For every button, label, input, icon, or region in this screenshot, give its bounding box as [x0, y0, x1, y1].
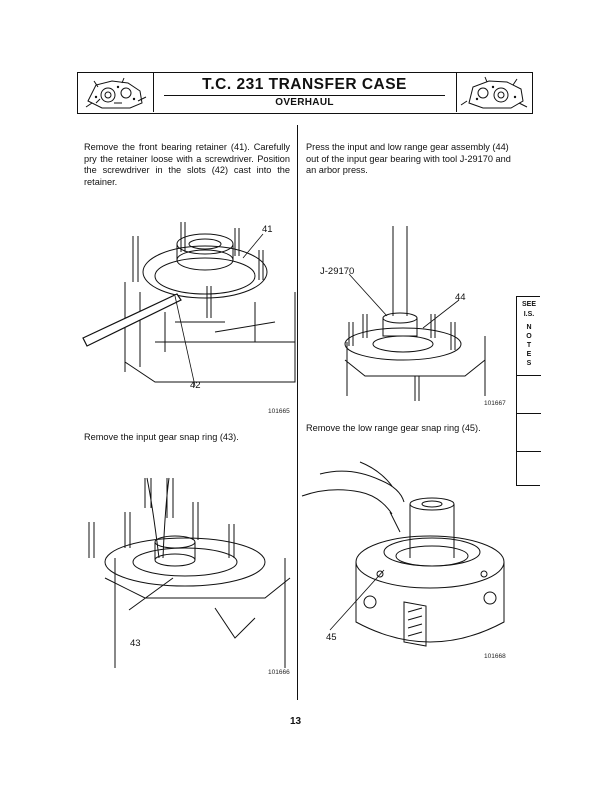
tab-notes-letter: N [526, 324, 532, 331]
figure-front-bearing-retainer [95, 222, 295, 422]
figure-number: 101667 [484, 400, 506, 407]
tab-is-label: I.S. [523, 311, 535, 318]
page-header [77, 72, 533, 114]
figure-input-gear-snap-ring [85, 478, 290, 668]
transfer-case-icon-left [78, 73, 154, 112]
tab-see-label: SEE [521, 301, 536, 308]
page-number: 13 [290, 716, 302, 727]
tab-divider [517, 375, 541, 376]
callout-41: 41 [262, 224, 273, 235]
right-paragraph-1: Press the input and low range gear assembly (44) out of the input gear bearing with tool J-29170 and an arbor press. [306, 142, 511, 176]
header-right-illustration [456, 73, 532, 112]
tab-notes-letter: T [526, 342, 532, 349]
header-left-illustration [78, 73, 154, 112]
callout-j29170: J-29170 [320, 266, 355, 277]
figure-press-input-gear [335, 226, 495, 401]
page-title: T.C. 231 TRANSFER CASE [202, 76, 407, 93]
figure-low-range-snap-ring [300, 462, 505, 652]
left-paragraph-2: Remove the input gear snap ring (43). [84, 432, 239, 442]
tab-notes-letter: O [526, 333, 532, 340]
page-subtitle: OVERHAUL [275, 97, 334, 108]
left-paragraph-1: Remove the front bearing retainer (41). Carefully pry the retainer loose with a screwdriver. Position the screwdriver in the slots (42) cast into the retainer. [84, 142, 290, 187]
callout-44: 44 [455, 292, 466, 303]
see-is-notes-tab [516, 296, 540, 486]
tab-notes-letter: S [526, 360, 532, 367]
header-rule [164, 95, 445, 96]
figure-number: 101665 [268, 408, 290, 415]
figure-number: 101668 [484, 653, 506, 660]
tab-divider [517, 413, 541, 414]
column-divider [297, 125, 298, 700]
tab-notes-letter: E [526, 351, 532, 358]
tab-divider [517, 451, 541, 452]
transfer-case-icon-right [457, 73, 533, 112]
callout-42: 42 [190, 380, 201, 391]
callout-45: 45 [326, 632, 337, 643]
callout-43: 43 [130, 638, 141, 649]
right-paragraph-2: Remove the low range gear snap ring (45). [306, 423, 481, 433]
figure-number: 101666 [268, 669, 290, 676]
